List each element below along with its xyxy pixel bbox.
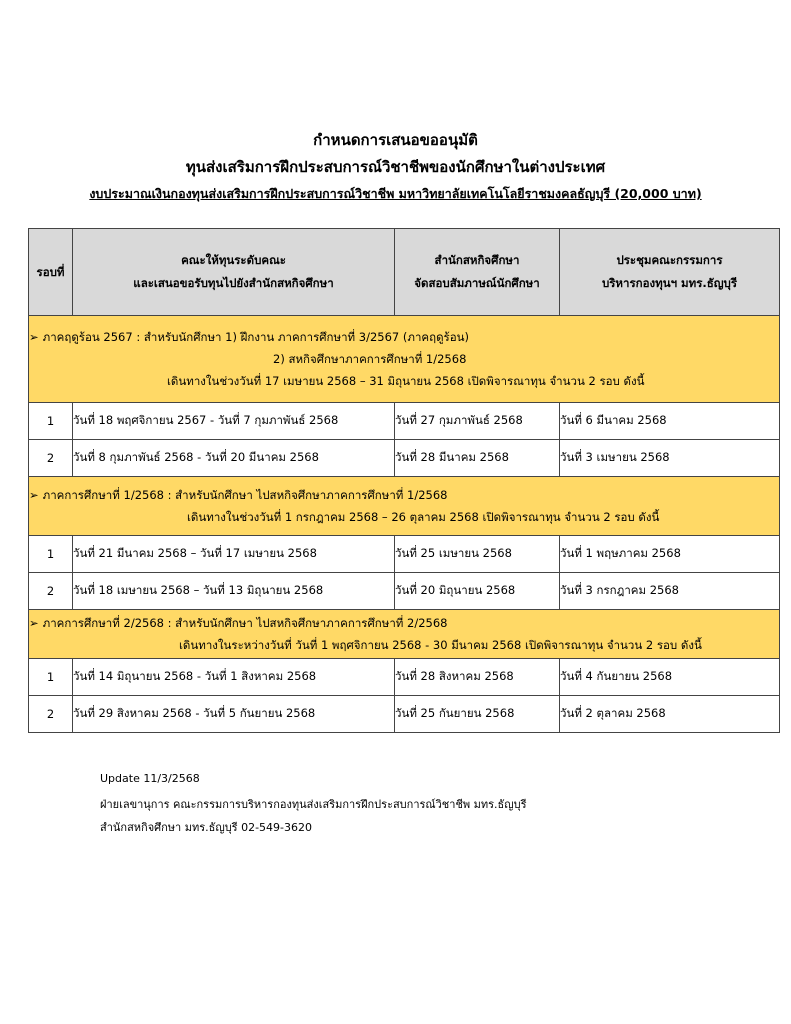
- budget-line: งบประมาณเงินกองทุนส่งเสริมการฝึกประสบการณ์วิชาชีพ มหาวิทยาลัยเทคโนโลยีราชมงคลธัญบุรี (20,000 บาท): [89, 186, 702, 201]
- footer-office-contact: สำนักสหกิจศึกษา มทร.ธัญบุรี 02-549-3620: [100, 821, 313, 834]
- arrow-right-icon: ➢: [29, 616, 39, 630]
- table-row: 1 วันที่ 18 พฤศจิกายน 2567 - วันที่ 7 กุมภาพันธ์ 2568 วันที่ 27 กุมภาพันธ์ 2568 วันที่ 6 มีนาคม 2568: [29, 403, 780, 440]
- table-row: 2 วันที่ 29 สิงหาคม 2568 - วันที่ 5 กันยายน 2568 วันที่ 25 กันยายน 2568 วันที่ 2 ตุลาคม 2568: [29, 696, 780, 733]
- table-row: 1 วันที่ 21 มีนาคม 2568 – วันที่ 17 เมษายน 2568 วันที่ 25 เมษายน 2568 วันที่ 1 พฤษภาคม 2568: [29, 536, 780, 573]
- document-title: กำหนดการเสนอขออนุมัติ: [313, 131, 478, 149]
- header-committee: ประชุมคณะกรรมการ บริหารกองทุนฯ มทร.ธัญบุรี: [560, 229, 780, 316]
- arrow-right-icon: ➢: [29, 330, 39, 344]
- header-round: รอบที่: [29, 229, 73, 316]
- table-header-row: [29, 229, 780, 316]
- table-row: 1 วันที่ 14 มิถุนายน 2568 - วันที่ 1 สิงหาคม 2568 วันที่ 28 สิงหาคม 2568 วันที่ 4 กันยายน 2568: [29, 659, 780, 696]
- section-band-summer-2567: ➢ ภาคฤดูร้อน 2567 : สำหรับนักศึกษา 1) ฝึกงาน ภาคการศึกษาที่ 3/2567 (ภาคฤดูร้อน) 2) สหกิจศึกษาภาคการศึกษาที่ 1/2568 เดินทางในช่วงวันที่ 17 เมษายน 2568 – 31 มิถุนายน 2568 เปิดพิจารณาทุน จำนวน 2 รอบ ดังนี้: [29, 316, 780, 403]
- document-subtitle: ทุนส่งเสริมการฝึกประสบการณ์วิชาชีพของนักศึกษาในต่างประเทศ: [185, 158, 606, 176]
- arrow-right-icon: ➢: [29, 488, 39, 502]
- section-band-term-1-2568: ➢ ภาคการศึกษาที่ 1/2568 : สำหรับนักศึกษา ไปสหกิจศึกษาภาคการศึกษาที่ 1/2568 เดินทางในช่วงวันที่ 1 กรกฎาคม 2568 – 26 ตุลาคม 2568 เปิดพิจารณาทุน จำนวน 2 รอบ ดังนี้: [29, 477, 780, 536]
- footer-secretary: ฝ่ายเลขานุการ คณะกรรมการบริหารกองทุนส่งเสริมการฝึกประสบการณ์วิชาชีพ มทร.ธัญบุรี: [100, 798, 527, 811]
- table-row: 2 วันที่ 18 เมษายน 2568 – วันที่ 13 มิถุนายน 2568 วันที่ 20 มิถุนายน 2568 วันที่ 3 กรกฎาคม 2568: [29, 573, 780, 610]
- schedule-table: [28, 228, 780, 733]
- footer-update: Update 11/3/2568: [100, 772, 200, 785]
- section-band-term-2-2568: ➢ ภาคการศึกษาที่ 2/2568 : สำหรับนักศึกษา ไปสหกิจศึกษาภาคการศึกษาที่ 2/2568 เดินทางในระหว่างวันที่ วันที่ 1 พฤศจิกายน 2568 - 30 มีนาคม 2568 เปิดพิจารณาทุน จำนวน 2 รอบ ดังนี้: [29, 610, 780, 659]
- table-row: 2 วันที่ 8 กุมภาพันธ์ 2568 - วันที่ 20 มีนาคม 2568 วันที่ 28 มีนาคม 2568 วันที่ 3 เมษายน 2568: [29, 440, 780, 477]
- header-faculty: คณะให้ทุนระดับคณะ และเสนอขอรับทุนไปยังสำนักสหกิจศึกษา: [73, 229, 395, 316]
- header-interview: สำนักสหกิจศึกษา จัดสอบสัมภาษณ์นักศึกษา: [395, 229, 560, 316]
